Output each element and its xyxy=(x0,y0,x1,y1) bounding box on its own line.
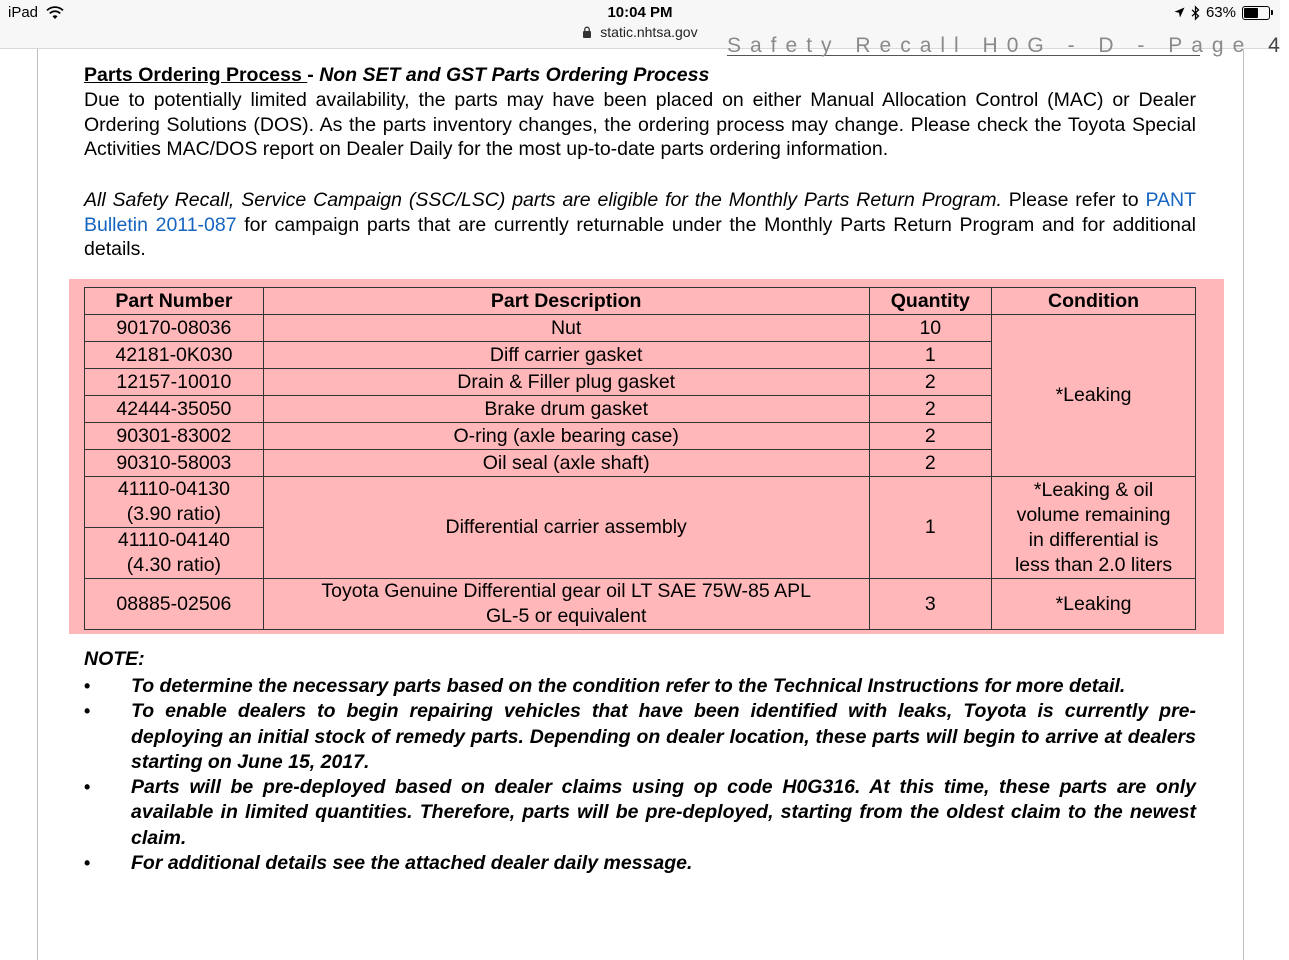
header-part-number: Part Number xyxy=(85,288,264,315)
quantity-cell: 1 xyxy=(869,477,992,579)
oil-desc-line: GL-5 or equivalent xyxy=(485,605,647,627)
lock-icon xyxy=(582,26,592,38)
page-header-text: Safety Recall H0G - D - Page xyxy=(727,34,1254,57)
note-text: For additional details see the attached dealer daily message. xyxy=(131,852,693,875)
table-row xyxy=(85,315,1196,342)
table-row xyxy=(85,477,1196,528)
description-cell: Differential carrier assembly xyxy=(263,477,869,579)
device-label: iPad xyxy=(8,4,39,21)
pant-bulletin-link[interactable]: PANT Bulletin 2011-087 xyxy=(84,189,1196,236)
part-number-cell: 90170-08036 xyxy=(85,315,264,342)
note-text: To determine the necessary parts based on the condition refer to the Technical Instructions for more detail. xyxy=(131,675,1126,697)
url-text: static.nhtsa.gov xyxy=(600,24,698,40)
section-heading xyxy=(84,63,1196,88)
part-number-cell: 12157-10010 xyxy=(85,369,264,396)
header-part-description: Part Description xyxy=(263,288,869,315)
list-item xyxy=(84,674,1196,699)
list-item xyxy=(84,699,1196,775)
clock: 10:04 PM xyxy=(607,4,673,21)
part-number-cell xyxy=(85,528,264,579)
availability-paragraph: Due to potentially limited availability, the parts may have been placed on either Manual Allocation Control (MAC) or Dealer Ordering Solutions (DOS). As the parts inventory changes, the ordering process may change. Please check the Toyota Special Activities MAC/DOS report on Dealer Daily for the most up-to-date parts ordering information. xyxy=(84,89,1196,160)
bullet: • xyxy=(84,853,91,874)
bullet: • xyxy=(84,701,91,722)
part-number-cell xyxy=(85,477,264,528)
diff-condition-line: volume remaining xyxy=(1016,503,1171,526)
part-number-cell: 08885-02506 xyxy=(85,579,264,630)
return-program-italic: All Safety Recall, Service Campaign (SSC/LSC) parts are eligible for the Monthly Parts Return Program. xyxy=(84,189,1002,211)
table-row xyxy=(85,579,1196,630)
notes-list xyxy=(84,674,1196,876)
diff-part-b: 41110-04140 xyxy=(117,529,230,551)
heading-dash: - xyxy=(307,64,320,86)
battery-tip xyxy=(1271,10,1273,15)
part-number-cell: 42444-35050 xyxy=(85,396,264,423)
list-item xyxy=(84,775,1196,851)
quantity-cell: 1 xyxy=(869,342,992,369)
quantity-cell: 2 xyxy=(869,450,992,477)
diff-condition-line: *Leaking & oil xyxy=(1033,478,1154,501)
diff-part-a: 41110-04130 xyxy=(117,478,230,500)
diff-condition-line: in differential is xyxy=(1028,528,1159,551)
heading-underlined: Parts Ordering Process xyxy=(84,64,308,86)
heading-subtitle: Non SET and GST Parts Ordering Process xyxy=(319,64,710,86)
description-cell xyxy=(263,579,869,630)
diff-part-b-ratio: (4.30 ratio) xyxy=(126,554,222,576)
condition-cell-leaking: *Leaking xyxy=(992,315,1196,477)
description-cell: Brake drum gasket xyxy=(263,396,869,423)
bullet: • xyxy=(84,777,91,798)
condition-cell-oil: *Leaking xyxy=(992,579,1196,630)
description-cell: Oil seal (axle shaft) xyxy=(263,450,869,477)
header-quantity: Quantity xyxy=(869,288,992,315)
quantity-cell: 3 xyxy=(869,579,992,630)
diff-part-a-ratio: (3.90 ratio) xyxy=(126,503,222,525)
bullet: • xyxy=(84,676,91,696)
parts-table xyxy=(84,287,1196,630)
part-number-cell: 90310-58003 xyxy=(85,450,264,477)
description-cell: Nut xyxy=(263,315,869,342)
page-number: 4 xyxy=(1268,34,1289,57)
page-header xyxy=(727,34,1289,57)
condition-cell-diff xyxy=(992,477,1196,579)
return-program-text-b: for campaign parts that are currently returnable under the Monthly Parts Return Program and for additional details. xyxy=(84,213,1196,260)
quantity-cell: 10 xyxy=(869,315,992,342)
description-cell: Diff carrier gasket xyxy=(263,342,869,369)
oil-desc-line: Toyota Genuine Differential gear oil LT SAE 75W-85 APL xyxy=(321,580,811,602)
battery-icon xyxy=(1242,6,1270,20)
diff-condition-line: less than 2.0 liters xyxy=(1014,553,1173,576)
description-cell: O-ring (axle bearing case) xyxy=(263,423,869,450)
battery-fill xyxy=(1244,8,1258,18)
quantity-cell: 2 xyxy=(869,369,992,396)
note-text: To enable dealers to begin repairing vehicles that have been identified with leaks, Toyota is currently pre-deploying an initial stock of remedy parts. Depending on dealer location, these parts will begin to arrive at dealers starting on June 15, 2017. xyxy=(131,700,1196,773)
location-arrow-icon xyxy=(1174,7,1185,18)
status-right xyxy=(1174,4,1270,21)
part-number-cell: 42181-0K030 xyxy=(85,342,264,369)
quantity-cell: 2 xyxy=(869,423,992,450)
description-cell: Drain & Filler plug gasket xyxy=(263,369,869,396)
table-header-row xyxy=(85,288,1196,315)
quantity-cell: 2 xyxy=(869,396,992,423)
part-number-cell: 90301-83002 xyxy=(85,423,264,450)
battery-percent: 63% xyxy=(1205,4,1236,21)
header-condition: Condition xyxy=(992,288,1196,315)
note-title: NOTE: xyxy=(84,648,145,670)
return-program-paragraph xyxy=(84,188,1196,262)
return-program-text-a: Please refer to xyxy=(1001,189,1146,211)
bluetooth-icon xyxy=(1191,6,1200,20)
note-text: Parts will be pre-deployed based on dealer claims using op code H0G316. At this time, these parts are only available in limited quantities. Therefore, parts will be pre-deployed, starting from the oldest claim to the newest claim. xyxy=(131,776,1196,849)
list-item xyxy=(84,851,1196,876)
